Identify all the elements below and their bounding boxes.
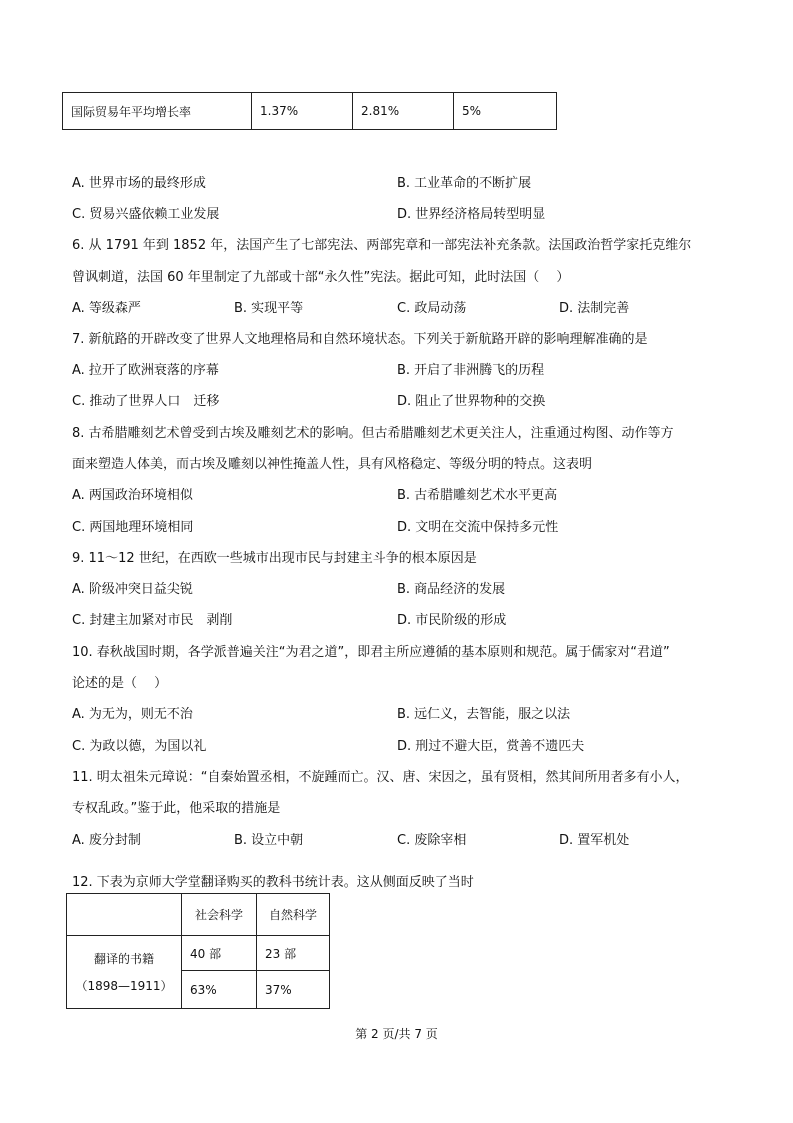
q8-stem-line1: 8. 古希腊雕刻艺术曾受到古埃及雕刻艺术的影响。但古希腊雕刻艺术更关注人，注重通过构图、动作等方 xyxy=(72,426,674,441)
q12-stem-line1: 12. 下表为京师大学堂翻译购买的教科书统计表。这从侧面反映了当时 xyxy=(72,875,474,890)
table-cell: 37% xyxy=(257,971,330,1009)
q11-stem-line1: 11. 明太祖朱元璋说：“自秦始置丞相，不旋踵而亡。汉、唐、宋因之，虽有贤相，然其间所用者多有小人， xyxy=(72,770,689,785)
table-cell: 40 部 xyxy=(182,936,257,971)
q8-stem-line2: 面来塑造人体美，而古埃及雕刻以神性掩盖人性，具有风格稳定、等级分明的特点。这表明 xyxy=(72,457,593,472)
q7-option-c: C. 推动了世界人口 迁移 xyxy=(72,394,220,409)
q10-option-d: D. 刑过不避大臣，赏善不遗匹夫 xyxy=(397,739,585,754)
row-label-line1: 翻译的书籍 xyxy=(93,952,154,966)
textbook-stats-table xyxy=(66,893,330,1009)
q5-option-b: B. 工业革命的不断扩展 xyxy=(397,176,532,191)
table-header-social: 社会科学 xyxy=(182,894,257,936)
q7-option-d: D. 阻止了世界物种的交换 xyxy=(397,394,546,409)
q8-option-b: B. 古希腊雕刻艺术水平更高 xyxy=(397,488,558,503)
table-header-natural: 自然科学 xyxy=(257,894,330,936)
q10-stem-line1: 10. 春秋战国时期，各学派普遍关注“为君之道”，即君主所应遵循的基本原则和规范。属于儒家对“君道” xyxy=(72,645,670,660)
q11-stem-line2: 专权乱政。”鉴于此，他采取的措施是 xyxy=(72,801,281,816)
trade-growth-table xyxy=(62,92,557,130)
q10-stem-line2: 论述的是（ ） xyxy=(72,676,168,691)
table-row xyxy=(67,894,330,936)
q10-option-b: B. 远仁义，去智能，服之以法 xyxy=(397,707,571,722)
q9-option-d: D. 市民阶级的形成 xyxy=(397,613,507,628)
q5-option-c: C. 贸易兴盛依赖工业发展 xyxy=(72,207,220,222)
q6-stem-line2: 曾讽刺道，法国 60 年里制定了九部或十部“永久性”宪法。据此可知，此时法国（ ） xyxy=(72,270,570,285)
table-cell: 2.81% xyxy=(353,93,454,130)
row-label-line2: （1898—1911） xyxy=(75,979,173,993)
q6-option-c: C. 政局动荡 xyxy=(397,301,467,316)
table-cell: 5% xyxy=(454,93,557,130)
q8-option-a: A. 两国政治环境相似 xyxy=(72,488,193,503)
table-cell: 23 部 xyxy=(257,936,330,971)
q11-option-b: B. 设立中朝 xyxy=(234,833,304,848)
q9-option-c: C. 封建主加紧对市民 剥削 xyxy=(72,613,233,628)
q10-option-a: A. 为无为，则无不治 xyxy=(72,707,193,722)
table-row xyxy=(63,93,557,130)
q9-stem-line1: 9. 11～12 世纪，在西欧一些城市出现市民与封建主斗争的根本原因是 xyxy=(72,551,477,566)
q7-stem-line1: 7. 新航路的开辟改变了世界人文地理格局和自然环境状态。下列关于新航路开辟的影响理解准确的是 xyxy=(72,332,648,347)
q11-option-c: C. 废除宰相 xyxy=(397,833,467,848)
q6-option-d: D. 法制完善 xyxy=(559,301,630,316)
q9-option-a: A. 阶级冲突日益尖锐 xyxy=(72,582,193,597)
q8-option-d: D. 文明在交流中保持多元性 xyxy=(397,520,559,535)
q6-option-b: B. 实现平等 xyxy=(234,301,304,316)
q10-option-c: C. 为政以德，为国以礼 xyxy=(72,739,207,754)
table-cell: 63% xyxy=(182,971,257,1009)
q6-stem-line1: 6. 从 1791 年到 1852 年，法国产生了七部宪法、两部宪章和一部宪法补充条款。法国政治哲学家托克维尔 xyxy=(72,238,692,253)
q6-option-a: A. 等级森严 xyxy=(72,301,141,316)
q11-option-a: A. 废分封制 xyxy=(72,833,141,848)
table-row-label xyxy=(67,936,182,1009)
q11-option-d: D. 置军机处 xyxy=(559,833,630,848)
table-corner-cell xyxy=(67,894,182,936)
q7-option-b: B. 开启了非洲腾飞的历程 xyxy=(397,363,545,378)
page-number: 第 2 页/共 7 页 xyxy=(355,1027,438,1041)
q9-option-b: B. 商品经济的发展 xyxy=(397,582,506,597)
q7-option-a: A. 拉开了欧洲衰落的序幕 xyxy=(72,363,219,378)
table-row-label: 国际贸易年平均增长率 xyxy=(63,93,252,130)
q8-option-c: C. 两国地理环境相同 xyxy=(72,520,194,535)
table-cell: 1.37% xyxy=(252,93,353,130)
q5-option-d: D. 世界经济格局转型明显 xyxy=(397,207,546,222)
table-row xyxy=(67,936,330,971)
q5-option-a: A. 世界市场的最终形成 xyxy=(72,176,206,191)
